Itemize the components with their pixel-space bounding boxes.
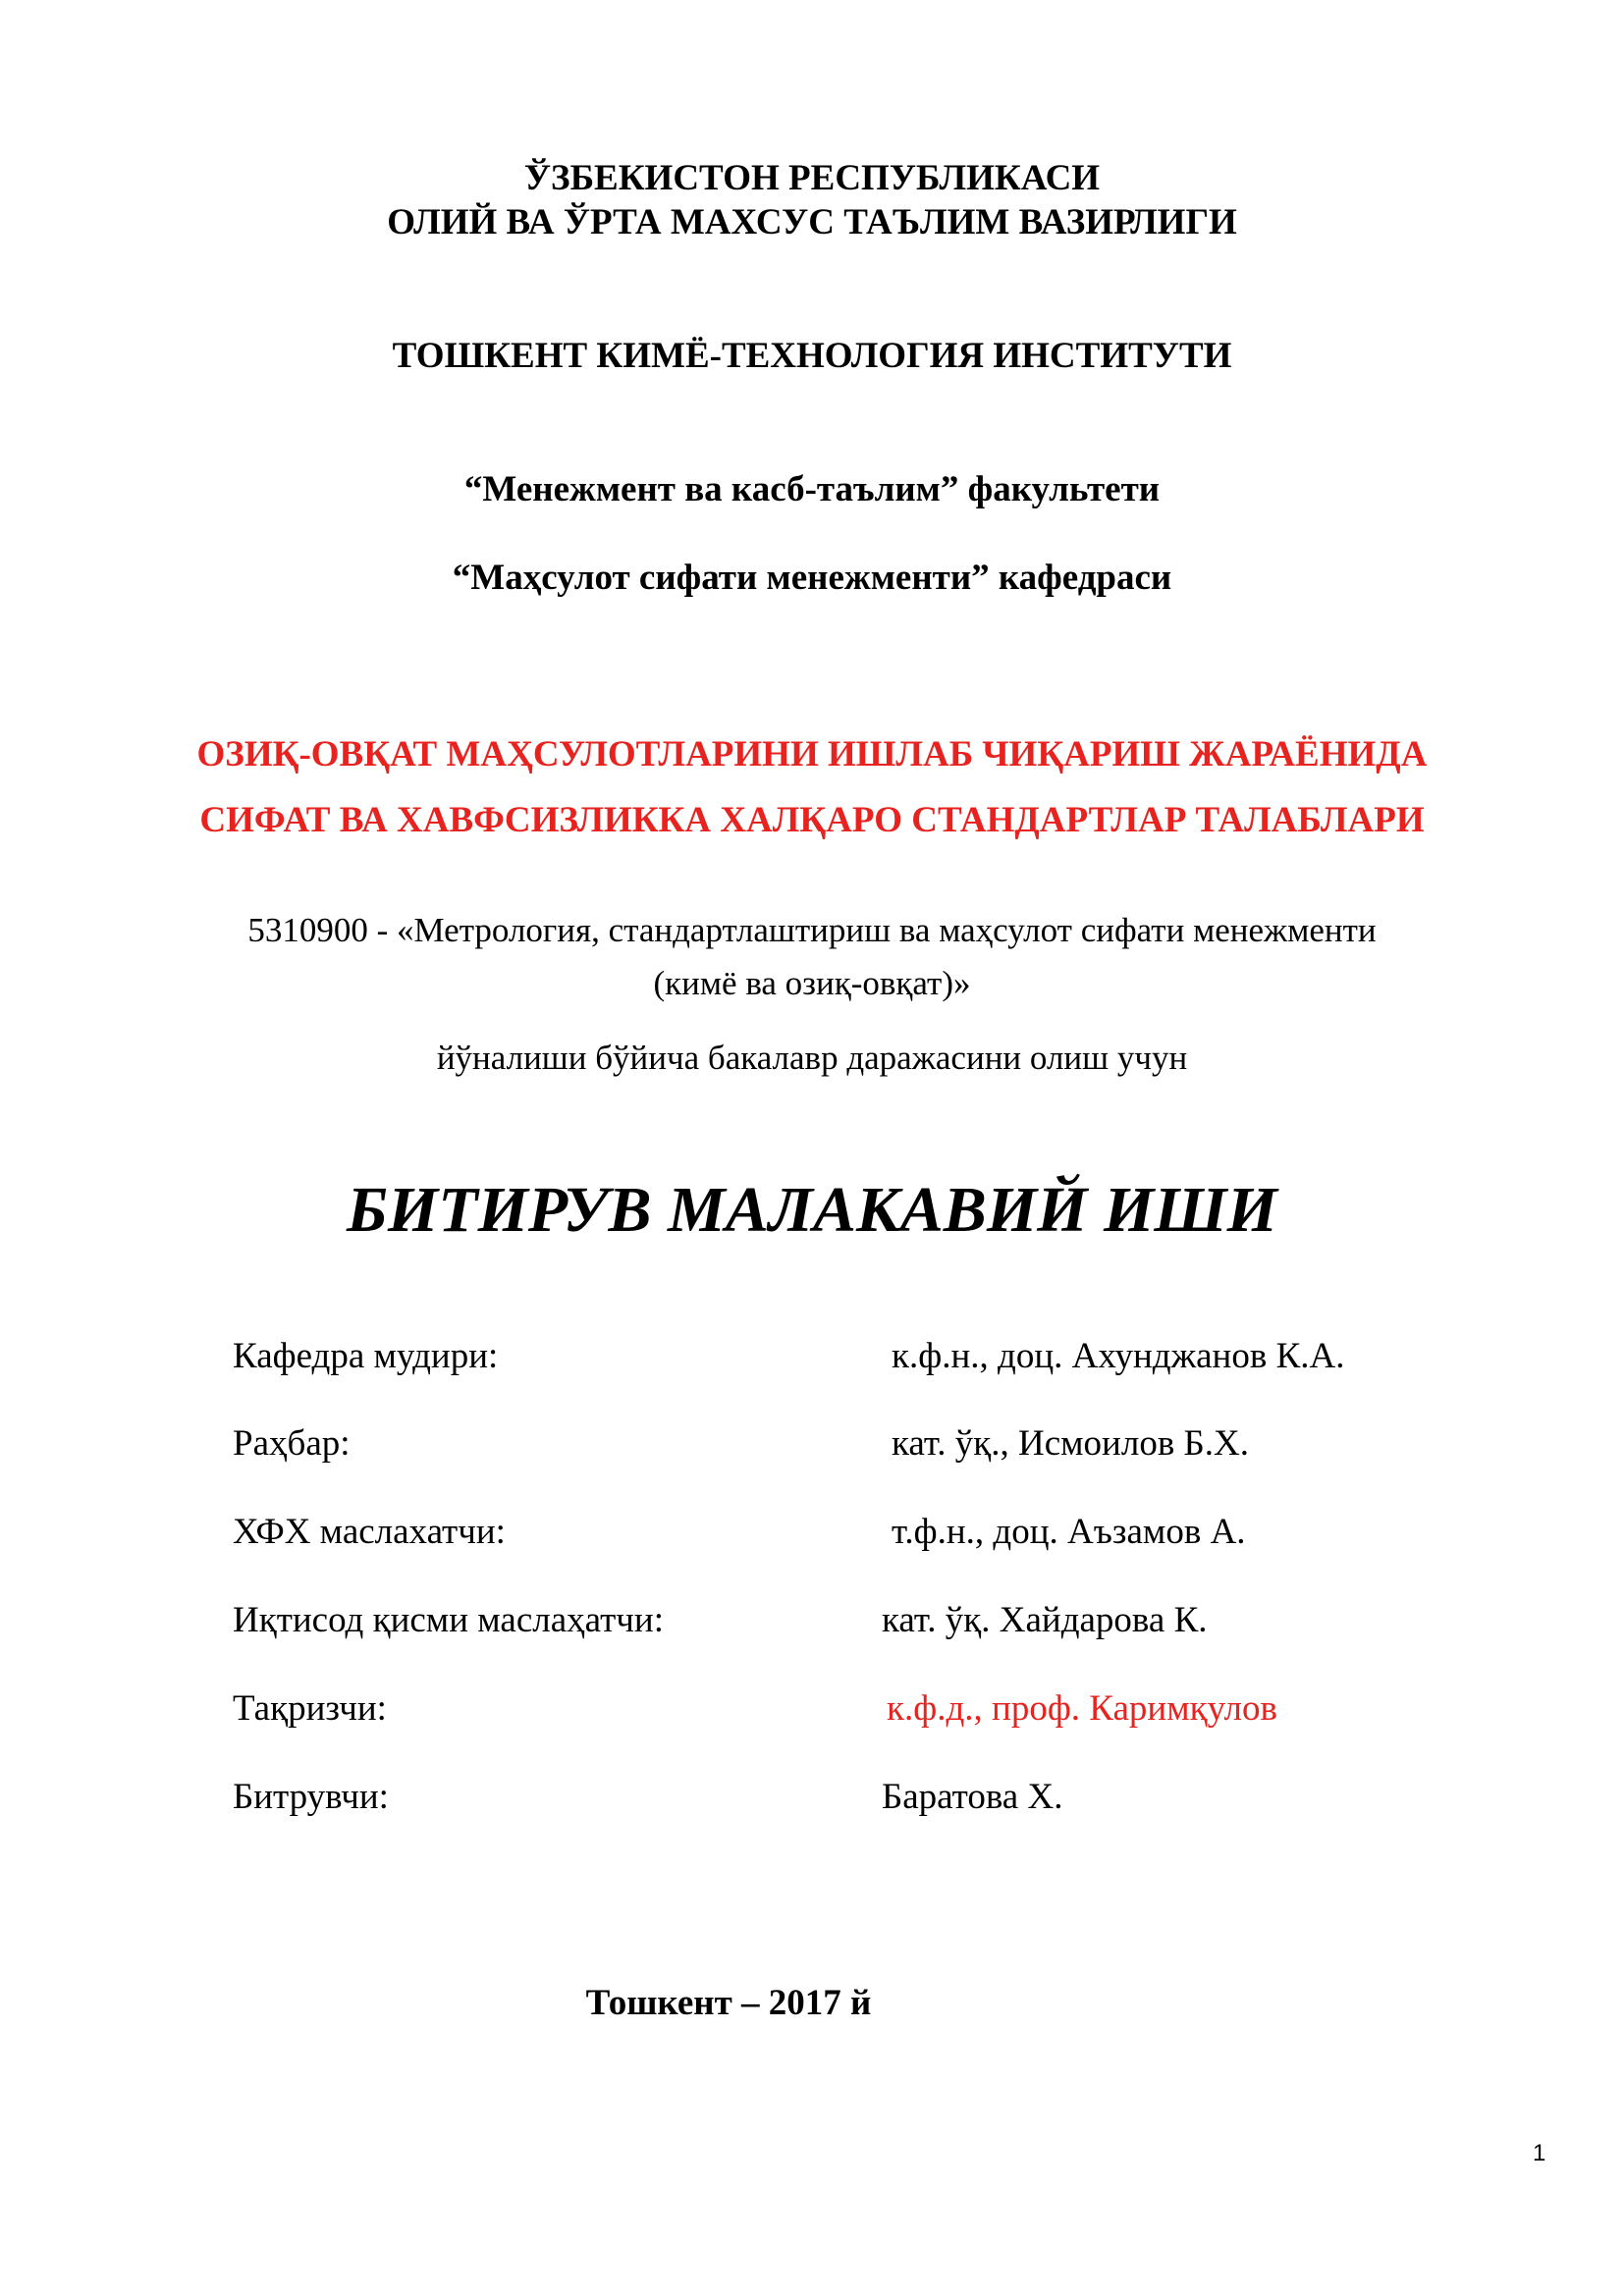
ministry-name-line: ОЛИЙ ВА ЎРТА МАХСУС ТАЪЛИМ ВАЗИРЛИГИ xyxy=(387,202,1237,242)
staff-role: Иқтисод қисми маслаҳатчи: xyxy=(233,1600,664,1640)
department-name: “Маҳсулот сифати менежменти” кафедраси xyxy=(452,558,1172,598)
staff-role: Битрувчи: xyxy=(233,1777,389,1817)
staff-person: кат. ўқ., Исмоилов Б.Х. xyxy=(892,1423,1250,1464)
staff-person: кат. ўқ. Хайдарова К. xyxy=(882,1600,1208,1640)
staff-role: Тақризчи: xyxy=(233,1688,387,1729)
staff-person: к.ф.д., проф. Каримқулов xyxy=(887,1688,1277,1729)
staff-person: т.ф.н., доц. Аъзамов А. xyxy=(892,1512,1246,1552)
specialty-degree-line: йўналиши бўйича бакалавр даражасини олиш учун xyxy=(436,1039,1188,1077)
ministry-country-line: ЎЗБЕКИСТОН РЕСПУБЛИКАСИ xyxy=(523,158,1101,198)
specialty-line2: (кимё ва озиқ-овқат)» xyxy=(653,964,971,1002)
staff-role: Кафедра мудири: xyxy=(233,1336,499,1376)
topic-title-line1: ОЗИҚ-ОВҚАТ МАҲСУЛОТЛАРИНИ ИШЛАБ ЧИҚАРИШ ЖАРАЁНИДА xyxy=(196,734,1428,774)
topic-title-line2: СИФАТ ВА ХАВФСИЗЛИККА ХАЛҚАРО СТАНДАРТЛАР ТАЛАБЛАРИ xyxy=(199,800,1425,840)
faculty-name: “Менежмент ва касб-таълим” факультети xyxy=(463,469,1161,509)
staff-person: Баратова Х. xyxy=(882,1777,1063,1817)
page-number: 1 xyxy=(1533,2140,1546,2166)
institute-name: ТОШКЕНТ КИМЁ-ТЕХНОЛОГИЯ ИНСТИТУТИ xyxy=(392,336,1232,376)
staff-role: Раҳбар: xyxy=(233,1423,351,1464)
specialty-line1: 5310900 - «Метрология, стандартлаштириш ва маҳсулот сифати менежменти xyxy=(247,911,1377,949)
work-type-title: БИТИРУВ МАЛАКАВИЙ ИШИ xyxy=(347,1174,1277,1246)
staff-role: ХФХ маслахатчи: xyxy=(233,1512,506,1552)
city-year: Тошкент – 2017 й xyxy=(585,1983,872,2023)
staff-person: к.ф.н., доц. Ахунджанов К.А. xyxy=(892,1336,1345,1376)
